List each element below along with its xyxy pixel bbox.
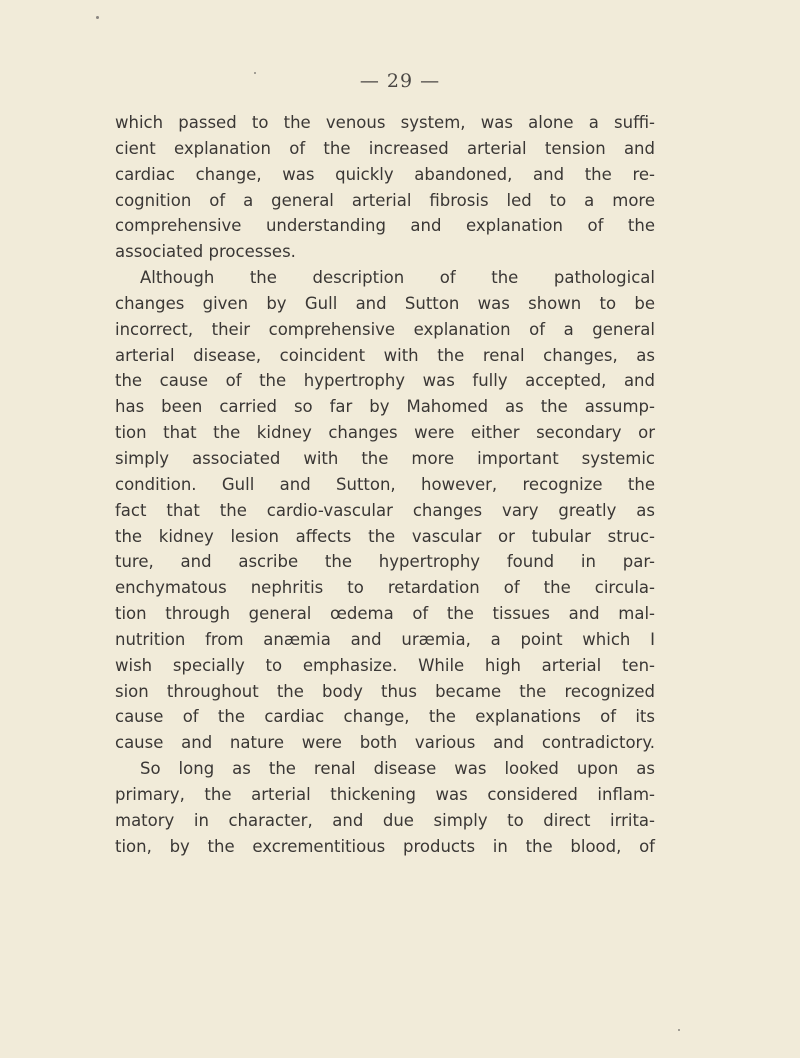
ink-speck xyxy=(96,16,99,19)
text-line: the cause of the hypertrophy was fully accepted, and xyxy=(115,371,655,391)
text-line: the kidney lesion affects the vascular or tubular struc- xyxy=(115,526,655,546)
text-line: cognition of a general arterial fibrosis led to a more xyxy=(115,190,655,210)
text-line: tion that the kidney changes were either secondary or xyxy=(115,423,655,443)
text-line: arterial disease, coincident with the renal changes, as xyxy=(115,345,655,365)
text-line: incorrect, their comprehensive explanation of a general xyxy=(115,319,655,339)
text-line: enchymatous nephritis to retardation of the circula- xyxy=(115,578,655,598)
text-line: cardiac change, was quickly abandoned, and the re- xyxy=(115,164,655,184)
page-number: — 29 — xyxy=(359,70,441,92)
text-line: cause and nature were both various and contradictory. xyxy=(115,733,655,753)
text-line: tion, by the excrementitious products in the blood, of xyxy=(115,836,655,856)
text-line: cient explanation of the increased arterial tension and xyxy=(115,138,655,158)
text-line: matory in character, and due simply to direct irrita- xyxy=(115,810,655,830)
text-line: comprehensive understanding and explanation of the xyxy=(115,216,655,236)
text-line: So long as the renal disease was looked upon as xyxy=(140,759,655,779)
body-text xyxy=(115,110,655,859)
ink-speck xyxy=(678,1029,680,1031)
text-line: associated processes. xyxy=(115,242,296,262)
text-line: ture, and ascribe the hypertrophy found in par- xyxy=(115,552,655,572)
text-line: sion throughout the body thus became the recognized xyxy=(115,681,655,701)
text-line: Although the description of the pathological xyxy=(140,268,655,288)
text-line: nutrition from anæmia and uræmia, a point which I xyxy=(115,629,655,649)
text-line: fact that the cardio-vascular changes vary greatly as xyxy=(115,500,655,520)
text-line: tion through general œdema of the tissues and mal- xyxy=(115,604,655,624)
text-line: simply associated with the more important systemic xyxy=(115,448,655,468)
text-line: condition. Gull and Sutton, however, recognize the xyxy=(115,474,655,494)
text-line: primary, the arterial thickening was considered inflam- xyxy=(115,784,655,804)
ink-speck xyxy=(254,72,256,74)
text-line: which passed to the venous system, was alone a suffi- xyxy=(115,113,655,132)
text-line: has been carried so far by Mahomed as the assump- xyxy=(115,397,655,417)
text-line: changes given by Gull and Sutton was shown to be xyxy=(115,293,655,313)
text-line: cause of the cardiac change, the explanations of its xyxy=(115,707,655,727)
text-line: wish specially to emphasize. While high arterial ten- xyxy=(115,655,655,675)
